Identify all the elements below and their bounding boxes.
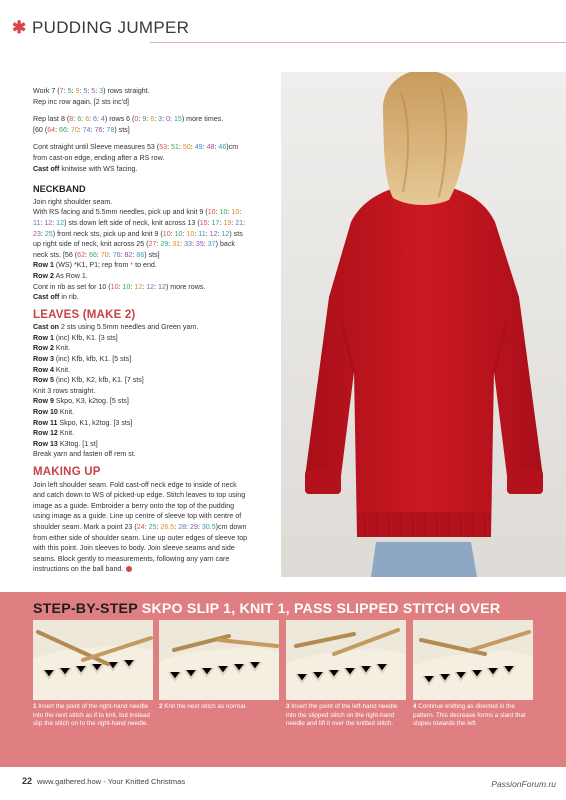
text-line: Cont in rib as set for 10 (10: 10: 12: 12: 12) more rows. <box>33 282 206 291</box>
text-line: using image as a guide. Line up centre of sleeve top with centre of <box>33 512 242 521</box>
text-line: Row 9 Skpo, K3, k2tog. [5 sts] <box>33 397 129 406</box>
text-line: seams. Block gently to measurements, following any yarn care <box>33 554 230 563</box>
step-2-caption <box>159 703 281 712</box>
text-line: Row 4 Knit. <box>33 365 71 374</box>
step-text: Continue knitting as directed in the pattern. This decrease forms a slant that slopes towards the left. <box>413 703 526 728</box>
text-line: Work 7 (7: 5: 9: 5: 5: 3) rows straight. <box>33 87 150 95</box>
text-line: neck sts. [56 (62: 66: 70: 76: 82: 86) sts] <box>33 250 160 259</box>
header-divider <box>150 42 566 43</box>
end-mark-icon <box>126 566 132 572</box>
knitting-needle-icon <box>413 620 533 700</box>
neckband-paragraph <box>33 197 273 303</box>
text-line: With RS facing and 5.5mm needles, pick up and knit 9 (10: 10: 10: <box>33 208 242 217</box>
sweater-photo <box>281 72 566 577</box>
sleeve-repeat-paragraph <box>33 114 273 135</box>
knitting-needle-icon <box>159 620 279 700</box>
text-line: image as a guide. Embroider a berry onto the top of the pudding <box>33 501 235 510</box>
step-4-photo <box>413 620 533 700</box>
step-3-photo <box>286 620 406 700</box>
step-number: 3 <box>286 703 290 710</box>
text-line: with this point. Join sleeves to body. Join sleeve seams and side <box>33 544 235 553</box>
text-line: and catch down to WS of picked-up edge. Stitch leaves to top using <box>33 491 246 500</box>
text-line: instructions on the ball band. <box>33 564 273 575</box>
step-text: Insert the point of the right-hand needle into the next stitch as if to knit, but instead slip the stitch on to the right-hand needle. <box>33 703 150 728</box>
text-line: Join right shoulder seam. <box>33 197 113 206</box>
text-line: Row 2 Knit. <box>33 344 71 353</box>
sleeve-rows-paragraph <box>33 86 273 107</box>
text-line: 23: 25) front neck sts, pick up and knit 9 (10: 10: 10: 11: 12: 12) sts <box>33 229 243 238</box>
step-number: 1 <box>33 703 37 710</box>
text-line: Row 1 (WS) *K1, P1; rep from * to end. <box>33 261 157 270</box>
knitting-needle-icon <box>286 620 406 700</box>
watermark: PassionForum.ru <box>491 779 556 789</box>
text-line: Cast off in rib. <box>33 293 79 302</box>
sleeve-length-paragraph <box>33 142 273 174</box>
step-3-caption <box>286 703 408 729</box>
step-number: 2 <box>159 703 163 710</box>
knitting-needle-icon <box>33 620 153 700</box>
text-line: 11: 12: 12) sts down left side of neck, knit across 13 (15: 17: 19: 21: <box>33 218 246 227</box>
step-2-photo <box>159 620 279 700</box>
making-up-paragraph <box>33 480 273 575</box>
text-line: Knit 3 rows straight. <box>33 386 96 395</box>
text-line: from either side of shoulder seam. Line up outer edges of sleeve top <box>33 533 248 542</box>
skpo-title: SKPO SLIP 1, KNIT 1, PASS SLIPPED STITCH OVER <box>137 601 501 617</box>
text-line: Cont straight until Sleeve measures 53 (53: 51: 50: 49: 48: 46)cm <box>33 143 239 152</box>
step-by-step-label: STEP-BY-STEP <box>33 601 138 617</box>
text-line: Row 10 Knit. <box>33 408 75 417</box>
text-line: up right side of neck, knit across 25 (27: 29: 31: 33: 35: 37) back <box>33 240 235 249</box>
text-line: Row 13 K3tog. [1 st] <box>33 439 98 448</box>
text-line: [60 (64: 66: 70: 74: 76: 78) sts] <box>33 125 130 134</box>
leaves-paragraph <box>33 322 273 460</box>
footer-text: www.gathered.how - Your Knitted Christmas <box>37 777 186 786</box>
pattern-instructions <box>33 86 273 582</box>
step-1-photo <box>33 620 153 700</box>
page-number: 22 <box>22 776 33 786</box>
text-line: Row 11 Skpo, K1, k2tog. [3 sts] <box>33 418 133 427</box>
text-line: Join left shoulder seam. Fold cast-off neck edge to inside of neck <box>33 480 237 489</box>
text-line: shoulder seam. Mark a point 23 (24: 25: 26.5: 28: 29: 30.5)cm down <box>33 522 247 531</box>
text-line: Cast off knitwise with WS facing. <box>33 164 138 173</box>
step-1-caption <box>33 703 155 729</box>
sweater-illustration <box>281 72 566 577</box>
text-line: Row 1 (inc) Kfb, K1. [3 sts] <box>33 333 118 342</box>
page-header <box>0 0 566 44</box>
text-line: Row 3 (inc) Kfb, kfb, K1. [5 sts] <box>33 355 132 364</box>
asterisk-icon: ✱ <box>12 18 27 37</box>
text-line: Cast on 2 sts using 5.5mm needles and Green yarn. <box>33 323 199 332</box>
neckband-heading: NECKBAND <box>33 184 86 195</box>
leaves-heading: LEAVES (MAKE 2) <box>33 308 136 321</box>
text-line: Rep inc row again. [2 sts inc'd] <box>33 97 129 106</box>
step-text: Insert the point of the left-hand needle into the slipped stitch on the right-hand needle and lift it over the knitted stitch. <box>286 703 398 728</box>
step-4-caption <box>413 703 535 729</box>
text-line: Row 5 (inc) Kfb, K2, kfb, K1. [7 sts] <box>33 376 144 385</box>
text-line: Rep last 8 (8: 6: 6: 6: 4) rows 6 (0: 9: 6: 3: 0: 15) more times. <box>33 115 224 124</box>
page-title: PUDDING JUMPER <box>32 18 190 37</box>
text-line: Row 2 As Row 1. <box>33 271 88 280</box>
step-number: 4 <box>413 703 417 710</box>
making-up-heading: MAKING UP <box>33 466 101 478</box>
text-line: Break yarn and fasten off rem st. <box>33 450 136 459</box>
text-line: Row 12 Knit. <box>33 429 75 438</box>
text-line: from cast-on edge, ending after a RS row. <box>33 153 165 162</box>
step-by-step-title <box>33 601 500 617</box>
step-text: Knit the next stitch as normal. <box>162 703 247 710</box>
